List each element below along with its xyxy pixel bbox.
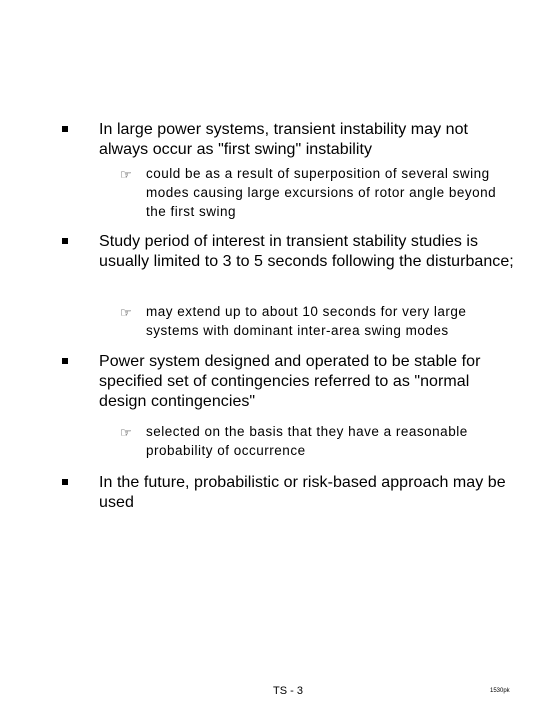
bullet-text-4: In the future, probabilistic or risk-based approach may be used	[99, 474, 506, 511]
bullet-marker-2	[62, 238, 68, 244]
pointing-hand-icon: ☞	[120, 425, 132, 440]
pointing-hand-icon: ☞	[120, 305, 132, 320]
footer-code: 1530pk	[490, 688, 510, 694]
sub-bullet-text-1: could be as a result of superposition of several swing modes causing large excursions of rotor angle beyond the first swing	[146, 166, 497, 219]
sub-bullet-text-3: selected on the basis that they have a reasonable probability of occurrence	[146, 424, 468, 458]
sub-bullet-text-2: may extend up to about 10 seconds for very large systems with dominant inter-area swing modes	[146, 304, 467, 338]
bullet-text-1: In large power systems, transient instability may not always occur as "first swing" instability	[99, 121, 469, 158]
pointing-hand-icon: ☞	[120, 167, 132, 182]
bullet-marker-4	[62, 479, 68, 485]
bullet-text-3: Power system designed and operated to be stable for specified set of contingencies referred to as "normal design contingencies"	[99, 353, 481, 410]
bullet-text-2: Study period of interest in transient stability studies is usually limited to 3 to 5 seconds following the disturbance;	[99, 233, 514, 270]
bullet-marker-3	[62, 358, 68, 364]
page-number: TS - 3	[273, 685, 303, 697]
bullet-marker-1	[62, 126, 68, 132]
